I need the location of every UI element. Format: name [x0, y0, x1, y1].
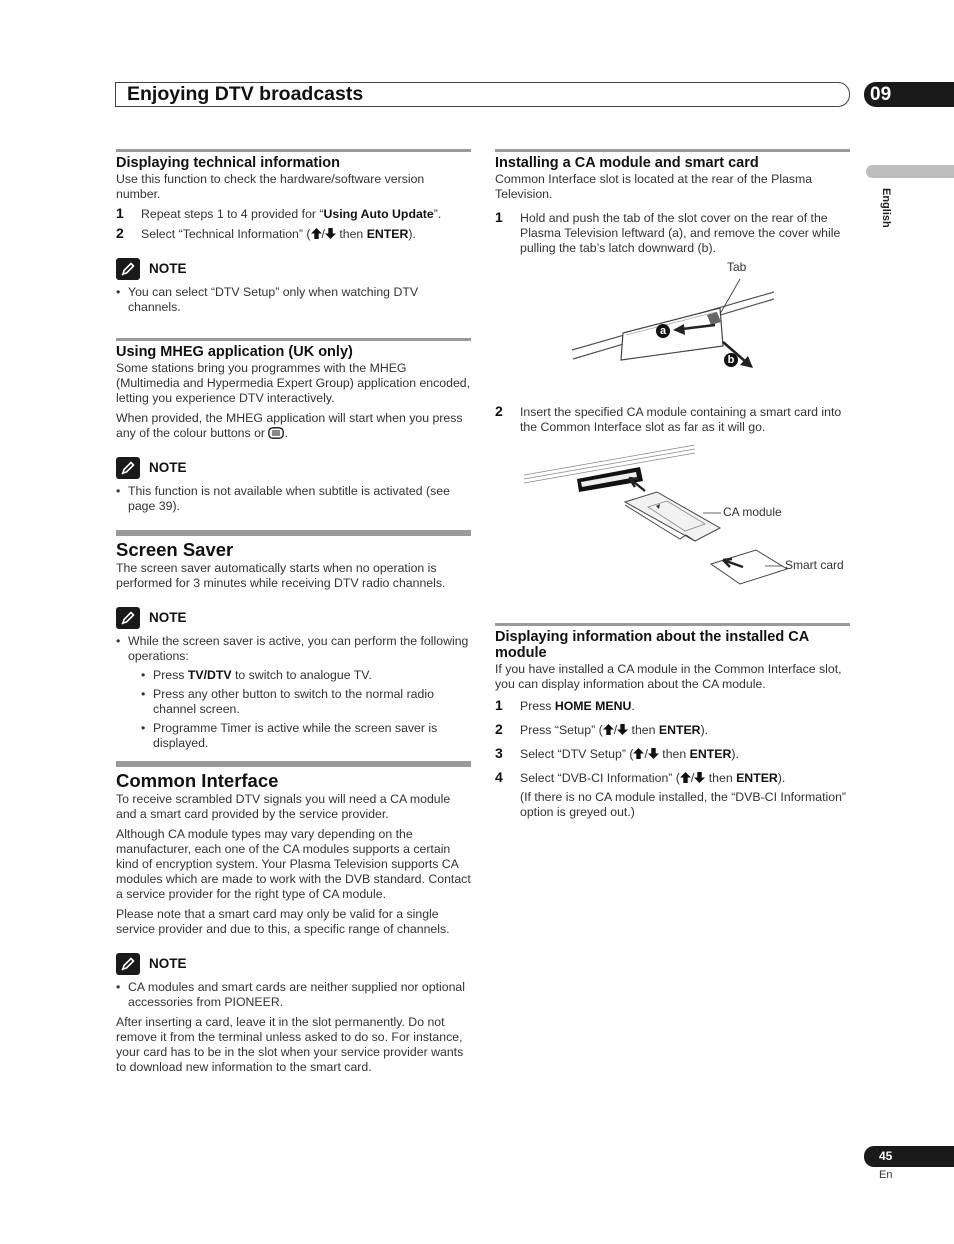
step-text: Select “DTV Setup” ( / then ENTER).: [520, 747, 739, 761]
step-number: 2: [495, 721, 503, 737]
note-label: NOTE: [149, 459, 187, 475]
section-heading-installing-ca: Installing a CA module and smart card: [495, 149, 850, 171]
arrow-up-icon: [633, 748, 644, 759]
section-heading-technical-info: Displaying technical information: [116, 149, 471, 171]
note-bullet: • You can select “DTV Setup” only when watching DTV channels.: [116, 285, 419, 314]
note-sub-bullet: • Press any other button to switch to the normal radio channel screen.: [141, 687, 434, 716]
step-number: 1: [495, 209, 503, 225]
note-sub-bullet: • Press TV/DTV to switch to analogue TV.: [141, 668, 372, 682]
note-heading: [116, 456, 471, 480]
pencil-icon: [116, 953, 140, 975]
install-step-2: [495, 404, 850, 435]
section-heading-mheg: Using MHEG application (UK only): [116, 338, 471, 360]
note-heading: [116, 952, 471, 976]
section-heading-common-interface: Common Interface: [116, 761, 471, 791]
note-bullet: • CA modules and smart cards are neither supplied nor optional accessories from PIONEER.: [116, 980, 465, 1009]
arrow-down-icon: [648, 748, 659, 759]
step-text: Hold and push the tab of the slot cover on the rear of the Plasma Television leftward (a), and remove the cover while pulling the tab’s latch downward (b).: [520, 211, 841, 255]
note-sub-bullet: • Programme Timer is active while the screen saver is displayed.: [141, 721, 438, 750]
technical-info-intro: Use this function to check the hardware/software version number.: [116, 172, 425, 201]
step-text: Repeat steps 1 to 4 provided for “Using Auto Update”.: [141, 207, 442, 221]
arrow-up-icon: [311, 228, 322, 239]
screen-saver-paragraph: The screen saver automatically starts when no operation is performed for 3 minutes while receiving DTV radio channels.: [116, 561, 446, 590]
keyword: ENTER: [366, 227, 409, 241]
arrow-up-icon: [680, 772, 691, 783]
arrow-down-icon: [694, 772, 705, 783]
step-2: [116, 226, 471, 242]
displaying-intro: If you have installed a CA module in the Common Interface slot, you can display information about the CA module.: [495, 662, 842, 691]
callout-b: b: [724, 353, 738, 367]
ca-module-illustration: [495, 445, 850, 613]
page-number: 45: [864, 1146, 954, 1167]
slot-cover-illustration: [495, 262, 850, 404]
note-heading: [116, 606, 471, 630]
teletext-button-icon: [268, 427, 284, 439]
note-bullet: • This function is not available when subtitle is activated (see page 39).: [116, 484, 450, 513]
step-number: 1: [116, 205, 124, 221]
ca-module-label: CA module: [723, 505, 782, 519]
keyword: HOME MENU: [554, 699, 632, 713]
language-tab: [866, 165, 954, 178]
section-heading-displaying-ca-info: Displaying information about the installed CA module: [495, 623, 850, 661]
section-heading-screen-saver: Screen Saver: [116, 530, 471, 560]
note-label: NOTE: [149, 955, 187, 971]
common-interface-paragraph-3: Please note that a smart card may only be valid for a single service provider and due to this, a specific range of channels.: [116, 907, 450, 936]
note-label: NOTE: [149, 260, 187, 276]
pencil-icon: [116, 258, 140, 280]
chapter-number: 09: [864, 82, 954, 107]
pencil-icon: [116, 607, 140, 629]
right-column: [495, 149, 850, 820]
note-bullet: • While the screen saver is active, you can perform the following operations:: [116, 634, 469, 663]
step-text: Select “Technical Information” ( / then ENTER).: [141, 227, 416, 241]
keyword: TV/DTV: [187, 668, 232, 682]
display-step-4-note: (If there is no CA module installed, the “DVB-CI Information” option is greyed out.): [520, 790, 847, 819]
step-number: 1: [495, 697, 503, 713]
keyword: ENTER: [736, 771, 778, 785]
step-number: 2: [116, 225, 124, 241]
display-step-1: [495, 698, 850, 714]
common-interface-paragraph-2: Although CA module types may vary depending on the manufacturer, each one of the CA modules supports a certain kind of encryption system. Your Plasma Television supports CA modules which are made to work with the DVB standard. Contact a service provider for the right type of CA module.: [116, 827, 471, 901]
display-step-2: [495, 722, 850, 738]
after-inserting-paragraph: After inserting a card, leave it in the slot permanently. Do not remove it from the terminal unless asked to do so. For instance, your card has to be in the slot when your service provider wants to download new information to the smart card.: [116, 1015, 464, 1074]
display-step-4: [495, 770, 850, 786]
step-1: [116, 206, 471, 222]
install-step-1: [495, 210, 850, 256]
step-number: 2: [495, 403, 503, 419]
note-heading: [116, 257, 471, 281]
arrow-down-icon: [325, 228, 336, 239]
display-step-3: [495, 746, 850, 762]
step-text: Press HOME MENU.: [520, 699, 635, 713]
smart-card-label: Smart card: [785, 558, 844, 572]
mheg-paragraph-1: Some stations bring you programmes with the MHEG (Multimedia and Hypermedia Expert Group) application encoded, letting you experience DTV interactively.: [116, 361, 471, 405]
callout-a: a: [656, 324, 670, 338]
arrow-up-icon: [603, 724, 614, 735]
step-number: 3: [495, 745, 503, 761]
mheg-paragraph-2: When provided, the MHEG application will start when you press any of the colour buttons or .: [116, 411, 463, 440]
pencil-icon: [116, 457, 140, 479]
step-number: 4: [495, 769, 503, 785]
left-column: [116, 149, 471, 1075]
step-text: Press “Setup” ( / then ENTER).: [520, 723, 709, 737]
step-text: Insert the specified CA module containing a smart card into the Common Interface slot as far as it will go.: [520, 405, 842, 434]
keyword: ENTER: [658, 723, 701, 737]
keyword: Using Auto Update: [323, 207, 434, 221]
keyword: ENTER: [689, 747, 732, 761]
common-interface-paragraph-1: To receive scrambled DTV signals you will need a CA module and a smart card provided by the service provider.: [116, 792, 451, 821]
language-label: English: [880, 188, 892, 228]
tab-label: Tab: [727, 260, 747, 274]
page-title: Enjoying DTV broadcasts: [115, 82, 850, 107]
note-label: NOTE: [149, 609, 187, 625]
page-language: En: [879, 1169, 893, 1181]
arrow-down-icon: [617, 724, 628, 735]
installing-intro: Common Interface slot is located at the rear of the Plasma Television.: [495, 172, 813, 201]
step-text: Select “DVB-CI Information” ( / then ENTER).: [520, 771, 786, 785]
